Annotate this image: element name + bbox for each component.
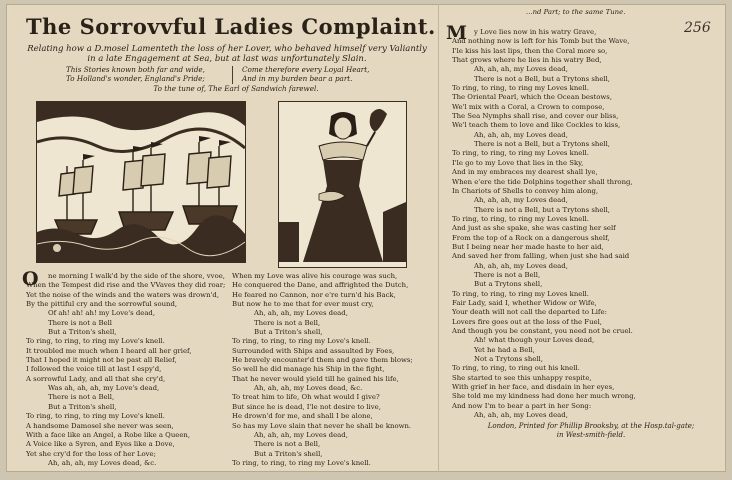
verse-line: y Love lies now in his watry Grave, <box>474 28 597 36</box>
broadside-sheet <box>6 4 726 472</box>
lady-woodcut-image <box>279 102 406 267</box>
verse-line: And now I'm to bear a part in her Song: <box>452 401 592 410</box>
verse-line: He feared no Cannon, nor e're turn'd his Back, <box>232 290 396 299</box>
verse-left-line: To Holland's wonder, England's Pride; <box>66 73 205 83</box>
verse-line: To ring, to ring, to ring my Loves knell. <box>452 84 589 93</box>
verse-right <box>242 66 402 83</box>
verse-line: I'le kiss his last lips, then the Coral more so, <box>452 46 608 55</box>
verse-line: The Sea Nymphs shall rise, and cover our bliss, <box>452 112 619 121</box>
verse-line: And saved her from falling, when just she had said <box>452 252 630 261</box>
verse-line: Ah! what though your Loves dead, <box>474 336 595 345</box>
ships-woodcut-image <box>37 102 245 262</box>
verse-line: But a Triton's shell, <box>48 328 117 337</box>
verse-line: Ah, ah, ah, my Loves dead, <box>474 130 568 139</box>
verse-line: Ah, ah, ah, my Loves dead, <box>254 430 348 439</box>
verse-line: When e'ere the tide Dolphins together shall throng, <box>452 177 633 186</box>
verse-line: Was ah, ah, ah, my Love's dead, <box>48 384 160 393</box>
verse-line: She started to see this unhappy respite, <box>452 373 592 382</box>
verse-line: Yet he had a Bell, <box>474 345 535 354</box>
verse-line: Ah, ah, ah, my Loves dead, &c. <box>48 458 157 467</box>
stanza-column-1 <box>26 272 231 468</box>
verse-left <box>66 66 216 83</box>
verse-line: To ring, to ring, to ring my Love's knell. <box>26 412 165 421</box>
lady-woodcut <box>278 101 407 268</box>
verse-line: To ring, to ring, to ring my Love's knell. <box>232 458 371 467</box>
verse-line: We'l mix with a Coral, a Crown to compose, <box>452 102 605 111</box>
verse-line: He drown'd for me, and shall I be alone, <box>232 412 373 421</box>
verse-line: There is not a Bell, <box>254 440 321 449</box>
verse-right-line: And in my burden bear a part. <box>242 73 353 83</box>
tune-line: To the tune of, The Earl of Sandwich farewel. <box>153 84 319 93</box>
dropcap-second: M <box>446 22 468 44</box>
printer-imprint <box>476 422 706 440</box>
verse-line: And nothing now is left for his Tomb but the Wave, <box>452 37 630 46</box>
verse-line: With a face like an Angel, a Robe like a Queen, <box>26 430 191 439</box>
verse-line: Ah, ah, ah, my Loves dead, <box>474 65 568 74</box>
verse-line: ne morning I walk'd by the side of the shore, vvoe, <box>48 272 225 280</box>
verse-line: So well he did manage his Ship in the fight, <box>232 365 385 374</box>
verse-line: Yet the noise of the winds and the waters was drown'd, <box>26 290 220 299</box>
verse-line: Fair Lady, said I, whether Widow or Wife, <box>452 298 597 307</box>
verse-left-line: This Stories known both far and wide, <box>66 65 205 74</box>
verse-line: That I hoped it might not be past all Relief, <box>26 356 177 365</box>
verse-line: There is not a Bell, but a Trytons shell, <box>474 205 610 214</box>
verse-line: By the pittiful cry and the sorrowful sound, <box>26 300 178 309</box>
verse-line: But a Triton's shell, <box>48 402 117 411</box>
ships-woodcut <box>36 101 246 263</box>
verse-line: But since he is dead, I'le not desire to live, <box>232 402 381 411</box>
verse-line: And though you be constant, you need not be cruel. <box>452 327 633 335</box>
verse-line: Ah, ah, ah, my Loves dead, &c. <box>254 384 363 393</box>
imprint-line: in West-smith-field. <box>556 431 626 439</box>
verse-line: Ah, ah, ah, my Loves dead, <box>474 196 568 205</box>
stanza-column-3 <box>452 28 722 420</box>
verse-line: Surrounded with Ships and assaulted by Foes, <box>232 346 395 355</box>
verse-line: Of ah! ah! ah! my Love's dead, <box>48 309 156 318</box>
verse-line: Ah, ah, ah, my Loves dead, <box>474 261 568 270</box>
verse-line: When my Love was alive his courage was such, <box>232 272 398 280</box>
verse-right-line: Come therefore every Loyal Heart, <box>242 65 370 74</box>
verse-line: But a Trytons shell, <box>474 280 543 289</box>
verse-line: There is not a Bell, <box>48 393 115 402</box>
verse-line: There is not a Bell, but a Trytons shell, <box>474 74 610 83</box>
verse-line: With grief in her face, and disdain in her eyes, <box>452 383 615 392</box>
imprint-line: London, Printed for Phillip Brooksby, at the Hosp.tal-gate; <box>487 422 695 430</box>
verse-line: To ring, to ring, to ring my Loves knell. <box>452 214 589 223</box>
second-part-header: ...nd Part; to the same Tune. <box>526 8 626 16</box>
verse-line: A handsome Damosel she never was seen, <box>26 421 174 430</box>
verse-line: Yet she cry'd for the loss of her Love; <box>26 449 156 458</box>
verse-line: A sorrowful Lady, and all that she cry'd, <box>26 374 166 383</box>
verse-line: But a Triton's shell, <box>254 449 323 458</box>
verse-line: Lovers fire goes out at the loss of the Fuel, <box>452 317 602 326</box>
page-fold <box>438 4 439 472</box>
verse-line: When the Tempest did rise and the VVaves they did roar; <box>26 281 226 290</box>
verse-line: To ring, to ring, to ring my Love's knell. <box>232 337 371 346</box>
verse-line: And just as she spake, she was casting her self <box>452 224 616 233</box>
verse-line: So has my Love slain that never he shall be known. <box>232 421 412 430</box>
dropcap-first: O <box>22 268 39 290</box>
verse-line: Your death will not call the departed to Life: <box>452 308 607 317</box>
verse-line: He conquered the Dane, and affrighted the Dutch, <box>232 281 409 290</box>
verse-line: There is not a Bell, <box>254 318 321 327</box>
verse-line: To treat him to life, Oh what would I give? <box>232 393 380 402</box>
verse-line: To ring, to ring, to ring out his knell. <box>452 364 580 373</box>
verse-line: It troubled me much when I heard all her grief, <box>26 346 192 355</box>
verse-line: To ring, to ring, to ring my Love's knell. <box>26 337 165 346</box>
ballad-subtitle: Relating how a D.mosel Lamenteth the loss of her Lover, who behaved himself very Valiantly in a late Engagement at Sea, but at last was unfortunately Slain. <box>27 44 427 64</box>
stanza-column-2 <box>232 272 437 468</box>
verse-line: There is not a Bell, <box>474 270 541 279</box>
verse-line: She told me my kindness had done her much wrong, <box>452 392 636 401</box>
verse-line: He bravely encounter'd them and gave them blows; <box>232 356 413 365</box>
verse-line: From the top of a Rock on a dangerous shelf, <box>452 233 610 242</box>
verse-line: But I being near her made haste to her aid, <box>452 242 604 251</box>
verse-line: To ring, to ring, to ring my Loves knell. <box>452 149 589 158</box>
verse-line: But a Triton's shell, <box>254 328 323 337</box>
verse-line: There is not a Bell <box>48 318 112 327</box>
verse-line: We'l teach them to love and like Cockles to kiss, <box>452 121 621 130</box>
verse-line: Ah, ah, ah, my Loves dead, <box>254 309 348 318</box>
verse-line: To ring, to ring, to ring my Loves knell. <box>452 289 589 298</box>
verse-line: The Oriental Pearl, which the Ocean bestows, <box>452 93 613 102</box>
verse-line: There is not a Bell, but a Trytons shell, <box>474 140 610 149</box>
verse-line: A Voice like a Syren, and Eyes like a Dove, <box>26 440 175 449</box>
verse-line: And in my embraces my dearest shall lye, <box>452 168 598 177</box>
ballad-title: The Sorrovvful Ladies Complaint. <box>26 14 436 39</box>
verse-line: I followed the voice till at last I espy'd, <box>26 365 162 374</box>
verse-line: But now he to me that for ever must cry, <box>232 300 374 309</box>
verse-divider <box>232 66 233 84</box>
verse-line: Not a Trytons shell, <box>474 355 543 364</box>
verse-line: That he never would yield till he gained his life, <box>232 374 399 383</box>
verse-line: That grows where he lies in his watry Bed, <box>452 56 602 65</box>
verse-line: Ah, ah, ah, my Loves dead, <box>474 411 568 420</box>
verse-line: I'le go to my Love that lies in the Sky, <box>452 158 584 167</box>
page-number: 256 <box>684 20 711 36</box>
verse-line: In Chariots of Shells to convey him along, <box>452 186 599 195</box>
